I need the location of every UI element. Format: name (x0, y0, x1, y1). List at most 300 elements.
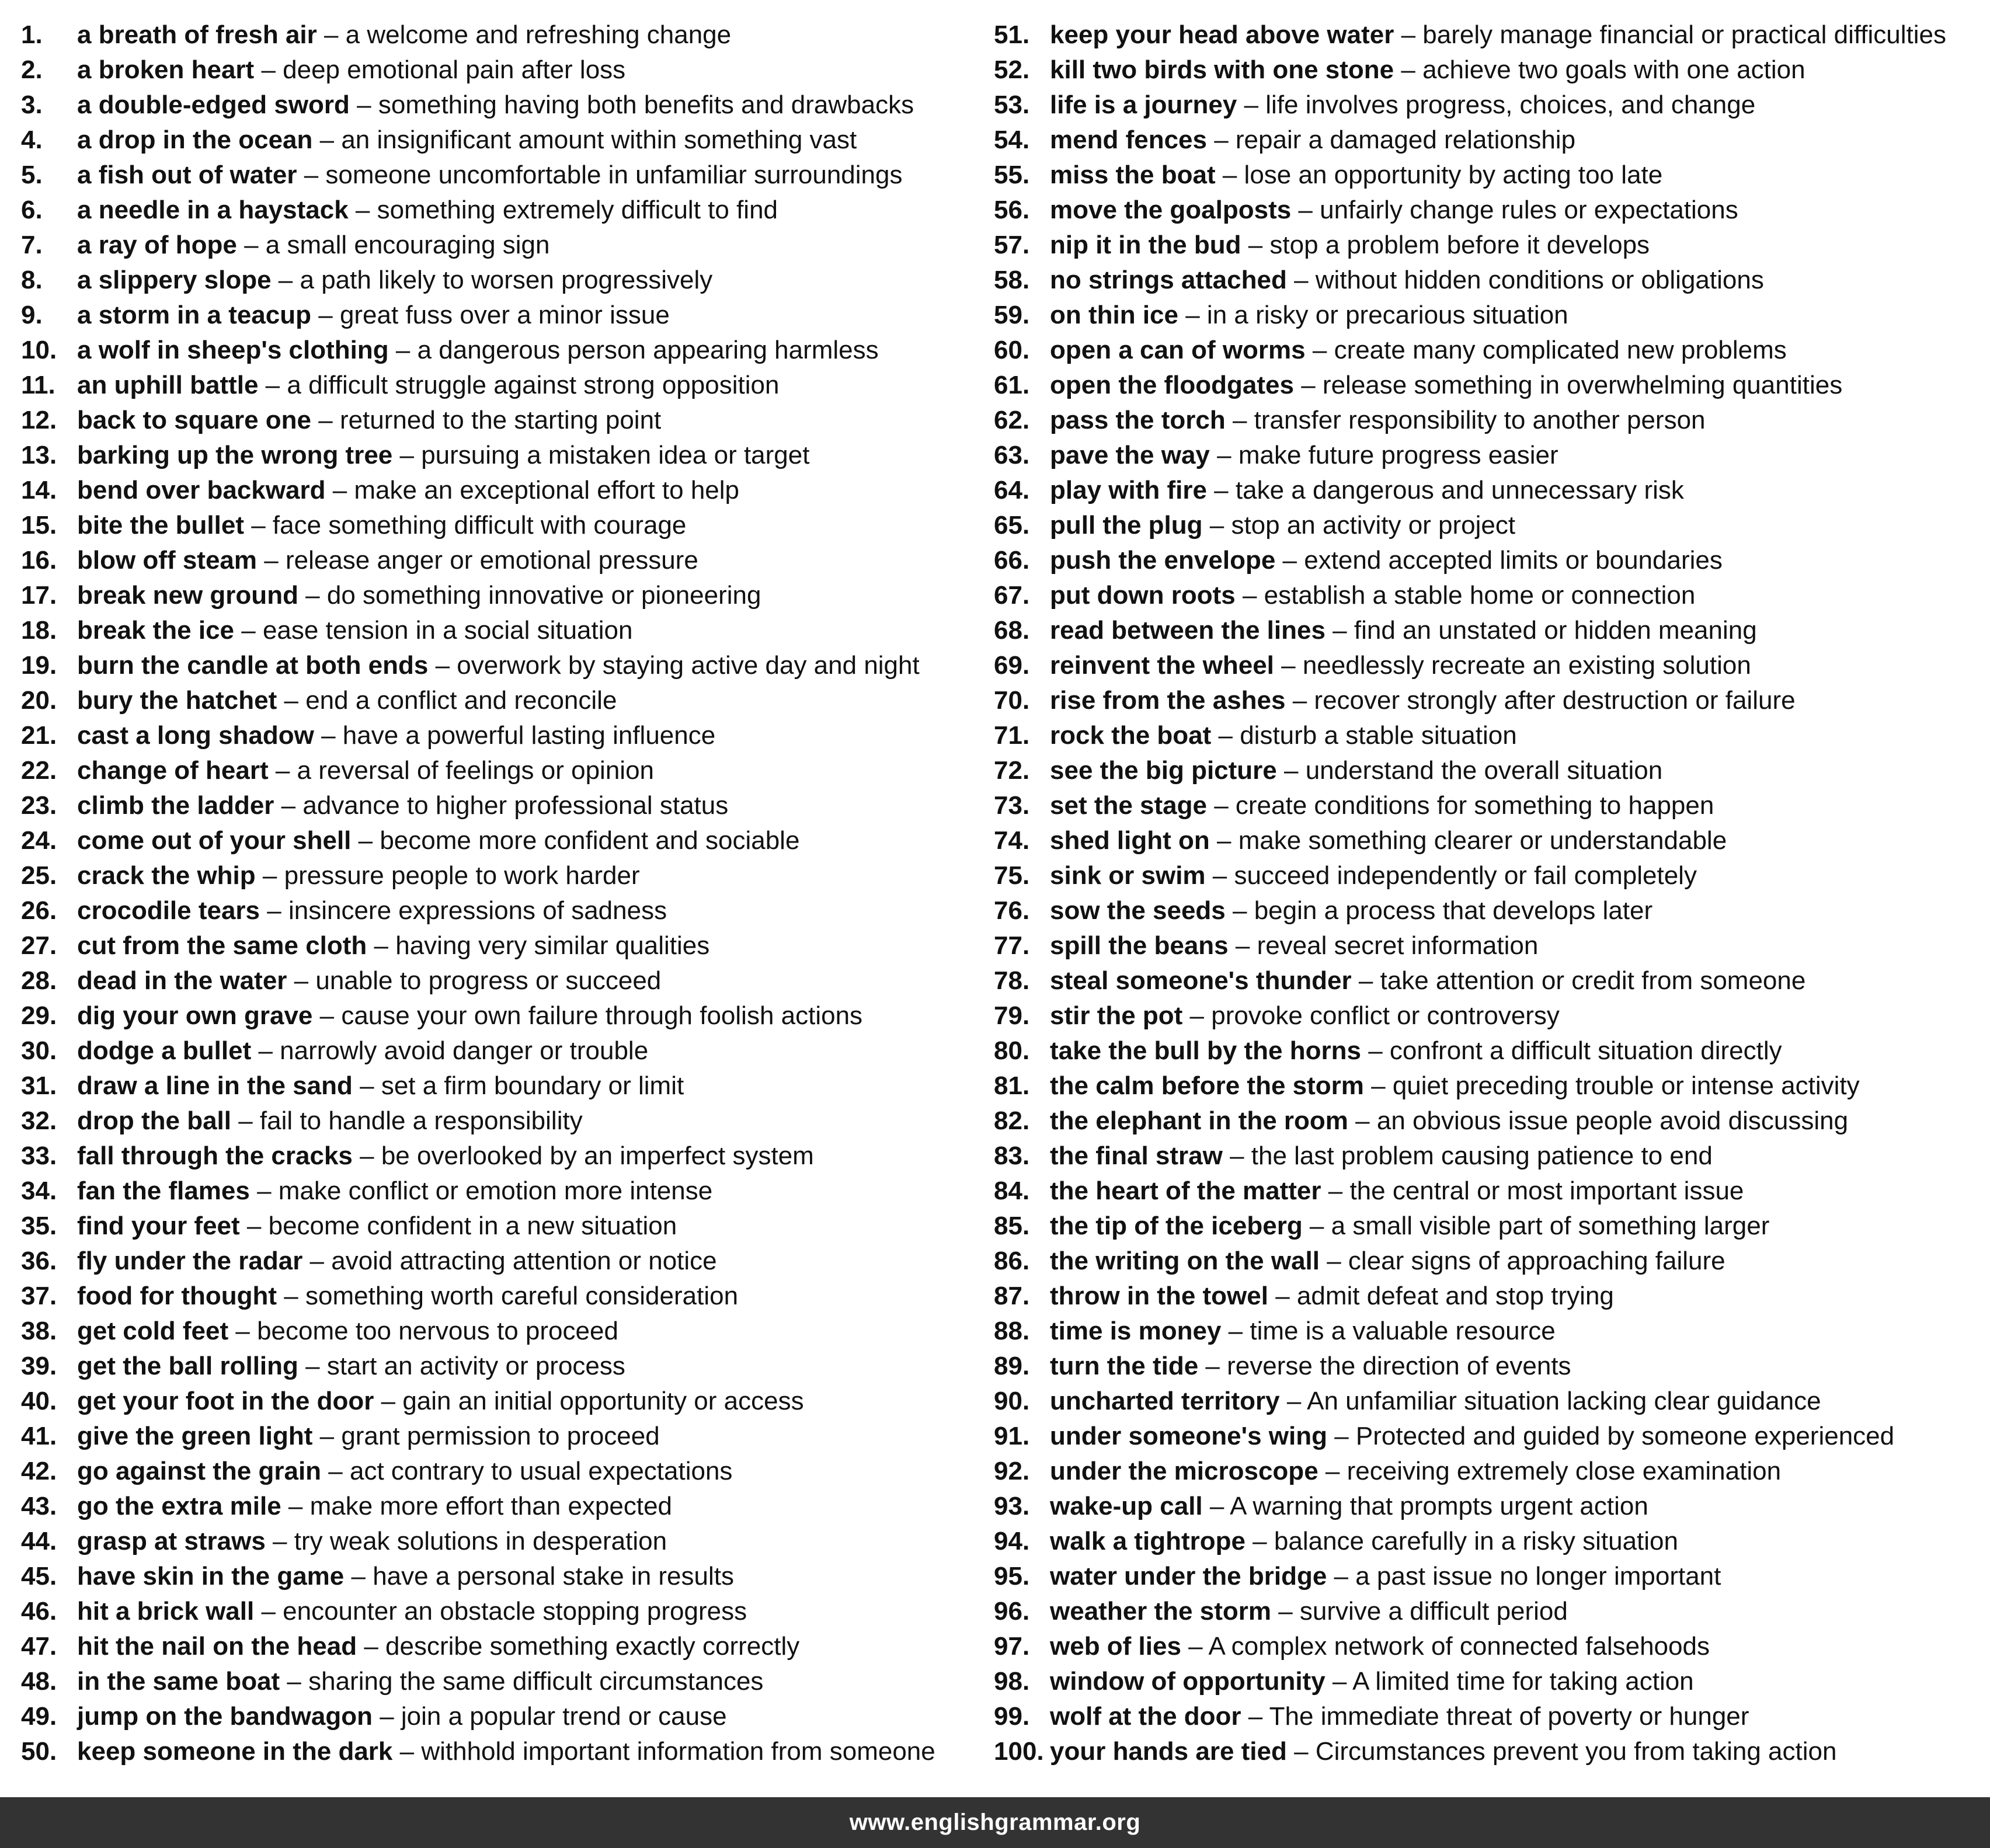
idiom-text (1050, 473, 1684, 508)
idiom-phrase: crocodile tears (77, 896, 260, 925)
idiom-item (994, 158, 1981, 193)
idiom-item (21, 298, 979, 333)
idiom-meaning: having very similar qualities (395, 931, 710, 960)
idiom-separator: – (1327, 1422, 1356, 1450)
idiom-text (1050, 1734, 1836, 1769)
idiom-text (77, 543, 698, 578)
idiom-text (1050, 1629, 1710, 1664)
idiom-phrase: a breath of fresh air (77, 20, 317, 49)
idiom-number: 92. (994, 1457, 1030, 1485)
idiom-phrase: bend over backward (77, 476, 326, 504)
idiom-meaning: Protected and guided by someone experienced (1355, 1422, 1895, 1450)
idiom-number: 49. (21, 1702, 57, 1731)
idiom-text (1050, 998, 1560, 1033)
idiom-phrase: fall through the cracks (77, 1141, 353, 1170)
idiom-item (994, 1244, 1981, 1279)
idiom-meaning: a past issue no longer important (1355, 1562, 1721, 1591)
idiom-separator: – (1206, 476, 1236, 504)
idiom-separator: – (1202, 1492, 1230, 1520)
idiom-phrase: in the same boat (77, 1667, 280, 1696)
idiom-text (1050, 823, 1727, 858)
idiom-number: 3. (21, 91, 43, 119)
idiom-number: 98. (994, 1667, 1030, 1696)
idiom-number: 35. (21, 1212, 57, 1240)
idiom-number: 65. (994, 511, 1030, 540)
idiom-meaning: A complex network of connected falsehoods (1208, 1632, 1710, 1661)
idiom-item (994, 1033, 1981, 1069)
idiom-phrase: a double-edged sword (77, 91, 350, 119)
idiom-text (77, 1454, 732, 1489)
idiom-number: 13. (21, 441, 57, 469)
idiom-separator: – (1241, 231, 1270, 259)
idiom-text (77, 228, 550, 263)
idiom-item (994, 1174, 1981, 1209)
idiom-text (1050, 893, 1652, 928)
idiom-separator: – (357, 1632, 386, 1661)
idiom-phrase: cut from the same cloth (77, 931, 367, 960)
idiom-separator: – (298, 1352, 327, 1380)
idiom-meaning: provoke conflict or controversy (1211, 1001, 1560, 1030)
idiom-meaning: recover strongly after destruction or failure (1314, 686, 1796, 715)
idiom-meaning: in a risky or precarious situation (1206, 301, 1568, 329)
idiom-number: 87. (994, 1282, 1030, 1310)
idiom-meaning: stop a problem before it develops (1269, 231, 1650, 259)
idiom-separator: – (287, 966, 316, 995)
idiom-separator: – (1225, 406, 1254, 434)
idiom-item (21, 1524, 979, 1559)
idiom-phrase: under the microscope (1050, 1457, 1318, 1485)
idiom-number: 14. (21, 476, 57, 504)
idiom-text (1050, 1454, 1781, 1489)
idiom-item (994, 683, 1981, 718)
idiom-item (994, 53, 1981, 88)
idiom-text (77, 123, 857, 158)
idiom-separator: – (260, 896, 288, 925)
idiom-separator: – (244, 511, 273, 540)
idiom-phrase: find your feet (77, 1212, 240, 1240)
idiom-meaning: something having both benefits and drawbacks (378, 91, 914, 119)
idiom-meaning: become too nervous to proceed (257, 1317, 618, 1345)
idiom-phrase: move the goalposts (1050, 196, 1292, 224)
idiom-separator: – (281, 1492, 310, 1520)
idiom-separator: – (321, 1457, 350, 1485)
idiom-meaning: achieve two goals with one action (1422, 55, 1805, 84)
idiom-meaning: have a powerful lasting influence (342, 721, 716, 750)
idiom-meaning: have a personal stake in results (373, 1562, 734, 1591)
idiom-text (1050, 18, 1946, 53)
idiom-meaning: transfer responsibility to another person (1254, 406, 1706, 434)
idiom-number: 17. (21, 581, 57, 610)
idiom-text (1050, 1314, 1556, 1349)
idiom-meaning: Circumstances prevent you from taking action (1315, 1737, 1837, 1766)
idiom-separator: – (312, 1001, 342, 1030)
idiom-meaning: cause your own failure through foolish actions (341, 1001, 863, 1030)
idiom-phrase: water under the bridge (1050, 1562, 1327, 1591)
idiom-text (1050, 928, 1538, 963)
idiom-phrase: a broken heart (77, 55, 255, 84)
idiom-text (1050, 1069, 1860, 1104)
idiom-phrase: go against the grain (77, 1457, 322, 1485)
idiom-item (994, 823, 1981, 858)
idiom-number: 24. (21, 826, 57, 855)
idiom-phrase: push the envelope (1050, 546, 1276, 575)
idiom-item (994, 438, 1981, 473)
idiom-meaning: advance to higher professional status (302, 791, 729, 820)
idiom-number: 99. (994, 1702, 1030, 1731)
idiom-item (21, 998, 979, 1033)
idiom-text (77, 1104, 583, 1139)
idiom-phrase: miss the boat (1050, 161, 1216, 189)
idiom-phrase: weather the storm (1050, 1597, 1271, 1626)
idiom-text (1050, 508, 1515, 543)
idiom-meaning: create conditions for something to happen (1235, 791, 1714, 820)
idiom-separator: – (1178, 301, 1207, 329)
idiom-number: 75. (994, 861, 1030, 890)
idiom-separator: – (1245, 1527, 1274, 1555)
idiom-phrase: get cold feet (77, 1317, 229, 1345)
idiom-phrase: come out of your shell (77, 826, 352, 855)
idiom-phrase: the heart of the matter (1050, 1177, 1321, 1205)
idiom-text (77, 893, 667, 928)
idiom-item (994, 718, 1981, 753)
idiom-number: 50. (21, 1737, 57, 1766)
idiom-number: 15. (21, 511, 57, 540)
idiom-phrase: get your foot in the door (77, 1387, 374, 1415)
idiom-text (1050, 1419, 1894, 1454)
idiom-number: 76. (994, 896, 1030, 925)
idiom-phrase: sink or swim (1050, 861, 1206, 890)
idiom-phrase: the tip of the iceberg (1050, 1212, 1303, 1240)
idiom-number: 21. (21, 721, 57, 750)
idiom-phrase: a needle in a haystack (77, 196, 349, 224)
idiom-phrase: the final straw (1050, 1141, 1223, 1170)
idiom-separator: – (1225, 896, 1254, 925)
idiom-meaning: a small visible part of something larger (1331, 1212, 1770, 1240)
idiom-phrase: a drop in the ocean (77, 126, 313, 154)
idiom-number: 9. (21, 301, 43, 329)
idiom-separator: – (228, 1317, 258, 1345)
idiom-meaning: become more confident and sociable (380, 826, 800, 855)
idiom-text (77, 1489, 672, 1524)
idiom-number: 39. (21, 1352, 57, 1380)
idiom-number: 80. (994, 1036, 1030, 1065)
idiom-phrase: crack the whip (77, 861, 256, 890)
idiom-separator: – (374, 1387, 403, 1415)
idiom-phrase: pull the plug (1050, 511, 1203, 540)
idiom-item (994, 788, 1981, 823)
idiom-text (77, 53, 625, 88)
idiom-phrase: climb the ladder (77, 791, 274, 820)
idiom-text (77, 928, 709, 963)
idiom-text (1050, 438, 1558, 473)
idiom-text (77, 1033, 648, 1069)
idiom-text (77, 1279, 738, 1314)
idiom-separator: – (1394, 55, 1423, 84)
idiom-phrase: burn the candle at both ends (77, 651, 429, 680)
idiom-meaning: pressure people to work harder (284, 861, 640, 890)
idiom-meaning: receiving extremely close examination (1347, 1457, 1782, 1485)
idiom-text (77, 18, 731, 53)
idiom-meaning: make conflict or emotion more intense (278, 1177, 713, 1205)
idiom-separator: – (1325, 1667, 1353, 1696)
idiom-item (994, 1419, 1981, 1454)
idiom-item (994, 1209, 1981, 1244)
idiom-separator: – (1209, 441, 1238, 469)
idiom-number: 56. (994, 196, 1030, 224)
idiom-meaning: end a conflict and reconcile (305, 686, 617, 715)
idiom-text (1050, 858, 1697, 893)
idiom-number: 37. (21, 1282, 57, 1310)
idiom-item (21, 613, 979, 648)
idiom-separator: – (312, 126, 342, 154)
idiom-separator: – (1286, 1737, 1316, 1766)
idiom-text (1050, 368, 1842, 403)
idiom-item (21, 1384, 979, 1419)
idiom-item (21, 1349, 979, 1384)
idiom-separator: – (316, 20, 346, 49)
idiom-phrase: have skin in the game (77, 1562, 345, 1591)
idiom-number: 2. (21, 55, 43, 84)
idiom-item (21, 508, 979, 543)
idiom-number: 67. (994, 581, 1030, 610)
idiom-number: 26. (21, 896, 57, 925)
idiom-meaning: understand the overall situation (1305, 756, 1663, 785)
idiom-text (77, 1174, 712, 1209)
idiom-phrase: take the bull by the horns (1050, 1036, 1361, 1065)
idiom-text (77, 438, 809, 473)
idiom-separator: – (1235, 581, 1264, 610)
idiom-separator: – (268, 756, 297, 785)
idiom-separator: – (255, 861, 284, 890)
idiom-text (1050, 683, 1796, 718)
idiom-item (21, 1139, 979, 1174)
idiom-item (994, 1454, 1981, 1489)
idiom-text (77, 1524, 667, 1559)
idiom-phrase: break the ice (77, 616, 235, 645)
idiom-number: 34. (21, 1177, 57, 1205)
idiom-item (21, 333, 979, 368)
idiom-meaning: barely manage financial or practical difficulties (1422, 20, 1947, 49)
idiom-meaning: create many complicated new problems (1334, 336, 1787, 364)
idiom-phrase: wolf at the door (1050, 1702, 1241, 1731)
idiom-number: 57. (994, 231, 1030, 259)
idiom-separator: – (1294, 371, 1323, 399)
idiom-item (994, 753, 1981, 788)
idiom-item (994, 473, 1981, 508)
idiom-separator: – (392, 441, 422, 469)
idiom-phrase: draw a line in the sand (77, 1071, 353, 1100)
idiom-separator: – (1348, 1106, 1377, 1135)
idiom-text (77, 1314, 618, 1349)
idiom-separator: – (1271, 1597, 1300, 1626)
idiom-item (994, 1699, 1981, 1734)
idiom-number: 30. (21, 1036, 57, 1065)
idiom-number: 55. (994, 161, 1030, 189)
idiom-text (77, 963, 661, 998)
idiom-number: 89. (994, 1352, 1030, 1380)
idiom-item (21, 1244, 979, 1279)
website-url[interactable]: www.englishgrammar.org (849, 1809, 1141, 1835)
idiom-text (77, 508, 686, 543)
idiom-separator: – (254, 55, 283, 84)
idiom-meaning: do something innovative or pioneering (326, 581, 761, 610)
idiom-number: 27. (21, 931, 57, 960)
idiom-number: 52. (994, 55, 1030, 84)
idiom-text (1050, 263, 1764, 298)
idiom-number: 25. (21, 861, 57, 890)
idiom-phrase: kill two birds with one stone (1050, 55, 1394, 84)
idiom-number: 5. (21, 161, 43, 189)
idiom-item (21, 1734, 979, 1769)
idiom-number: 53. (994, 91, 1030, 119)
idiom-number: 23. (21, 791, 57, 820)
idiom-separator: – (298, 581, 327, 610)
idiom-text (77, 1244, 717, 1279)
idiom-phrase: dead in the water (77, 966, 287, 995)
idiom-phrase: your hands are tied (1050, 1737, 1287, 1766)
idiom-phrase: time is money (1050, 1317, 1222, 1345)
idiom-phrase: keep your head above water (1050, 20, 1394, 49)
idiom-meaning: stop an activity or project (1231, 511, 1516, 540)
idiom-separator: – (1275, 546, 1304, 575)
idiom-phrase: fly under the radar (77, 1247, 303, 1275)
idiom-meaning: fail to handle a responsibility (259, 1106, 583, 1135)
idiom-phrase: steal someone's thunder (1050, 966, 1352, 995)
idiom-number: 71. (994, 721, 1030, 750)
idiom-phrase: pave the way (1050, 441, 1210, 469)
idiom-phrase: see the big picture (1050, 756, 1277, 785)
idiom-item (994, 1594, 1981, 1629)
idiom-text (77, 1664, 763, 1699)
idiom-item (994, 858, 1981, 893)
idiom-meaning: act contrary to usual expectations (349, 1457, 733, 1485)
idiom-separator: – (280, 1667, 309, 1696)
idiom-separator: – (1394, 20, 1423, 49)
idiom-item (21, 18, 979, 53)
idiom-text (77, 1559, 734, 1594)
idiom-text (1050, 298, 1568, 333)
idiom-number: 10. (21, 336, 57, 364)
idiom-text (1050, 1664, 1694, 1699)
idiom-phrase: no strings attached (1050, 266, 1287, 294)
idiom-text (77, 1209, 677, 1244)
idiom-separator: – (1361, 1036, 1390, 1065)
idiom-item (994, 1489, 1981, 1524)
idiom-text (1050, 1139, 1713, 1174)
idiom-phrase: put down roots (1050, 581, 1236, 610)
idiom-meaning: make an exceptional effort to help (354, 476, 740, 504)
idiom-number: 96. (994, 1597, 1030, 1626)
idiom-separator: – (349, 91, 378, 119)
idiom-number: 81. (994, 1071, 1030, 1100)
idiom-item (21, 368, 979, 403)
idiom-meaning: needlessly recreate an existing solution (1302, 651, 1751, 680)
idiom-number: 8. (21, 266, 43, 294)
idiom-meaning: overwork by staying active day and night (457, 651, 920, 680)
idiom-phrase: dig your own grave (77, 1001, 313, 1030)
idiom-text (1050, 403, 1706, 438)
idiom-number: 86. (994, 1247, 1030, 1275)
idiom-item (994, 963, 1981, 998)
idiom-item (21, 578, 979, 613)
idiom-number: 1. (21, 20, 43, 49)
idiom-separator: – (1321, 1177, 1350, 1205)
idiom-separator: – (1268, 1282, 1297, 1310)
idiom-separator: – (251, 1036, 280, 1065)
idiom-meaning: quiet preceding trouble or intense activity (1392, 1071, 1860, 1100)
idiom-separator: – (258, 371, 287, 399)
idiom-text (77, 158, 903, 193)
idiom-text (1050, 88, 1755, 123)
idiom-separator: – (265, 1527, 294, 1555)
idiom-phrase: keep someone in the dark (77, 1737, 393, 1766)
idiom-item (21, 88, 979, 123)
idiom-phrase: life is a journey (1050, 91, 1237, 119)
idiom-phrase: turn the tide (1050, 1352, 1199, 1380)
idiom-number: 72. (994, 756, 1030, 785)
idiom-item (21, 718, 979, 753)
idiom-text (77, 1349, 625, 1384)
idiom-separator: – (392, 1737, 422, 1766)
idiom-separator: – (271, 266, 300, 294)
idiom-number: 4. (21, 126, 43, 154)
idiom-separator: – (1305, 336, 1334, 364)
idiom-column-left (21, 18, 979, 1769)
idiom-separator: – (388, 336, 418, 364)
idiom-separator: – (367, 931, 396, 960)
idiom-meaning: make something clearer or understandable (1238, 826, 1727, 855)
idiom-item (21, 1279, 979, 1314)
idiom-item (994, 18, 1981, 53)
idiom-number: 91. (994, 1422, 1030, 1450)
idiom-text (1050, 1174, 1744, 1209)
idiom-meaning: someone uncomfortable in unfamiliar surroundings (325, 161, 903, 189)
idiom-text (1050, 788, 1714, 823)
idiom-meaning: begin a process that develops later (1254, 896, 1653, 925)
idiom-phrase: walk a tightrope (1050, 1527, 1246, 1555)
idiom-meaning: A warning that prompts urgent action (1230, 1492, 1648, 1520)
idiom-item (994, 1524, 1981, 1559)
idiom-meaning: sharing the same difficult circumstances (308, 1667, 764, 1696)
idiom-phrase: throw in the towel (1050, 1282, 1268, 1310)
idiom-meaning: The immediate threat of poverty or hunger (1269, 1702, 1749, 1731)
idiom-item (994, 613, 1981, 648)
idiom-number: 29. (21, 1001, 57, 1030)
idiom-separator: – (1318, 1457, 1347, 1485)
idiom-phrase: a fish out of water (77, 161, 297, 189)
idiom-separator: – (1202, 511, 1231, 540)
idiom-number: 7. (21, 231, 43, 259)
idiom-meaning: confront a difficult situation directly (1389, 1036, 1782, 1065)
idiom-item (994, 228, 1981, 263)
idiom-separator: – (1215, 161, 1244, 189)
idiom-phrase: cast a long shadow (77, 721, 314, 750)
idiom-number: 42. (21, 1457, 57, 1485)
idiom-separator: – (351, 826, 380, 855)
idiom-meaning: a welcome and refreshing change (345, 20, 732, 49)
idiom-number: 43. (21, 1492, 57, 1520)
idiom-number: 12. (21, 406, 57, 434)
idiom-phrase: a wolf in sheep's clothing (77, 336, 389, 364)
idiom-meaning: make future progress easier (1238, 441, 1558, 469)
idiom-number: 69. (994, 651, 1030, 680)
idiom-item (21, 788, 979, 823)
idiom-meaning: avoid attracting attention or notice (331, 1247, 717, 1275)
idiom-separator: – (234, 616, 263, 645)
idiom-text (1050, 1489, 1648, 1524)
idiom-meaning: something extremely difficult to find (377, 196, 778, 224)
idiom-text (77, 333, 879, 368)
